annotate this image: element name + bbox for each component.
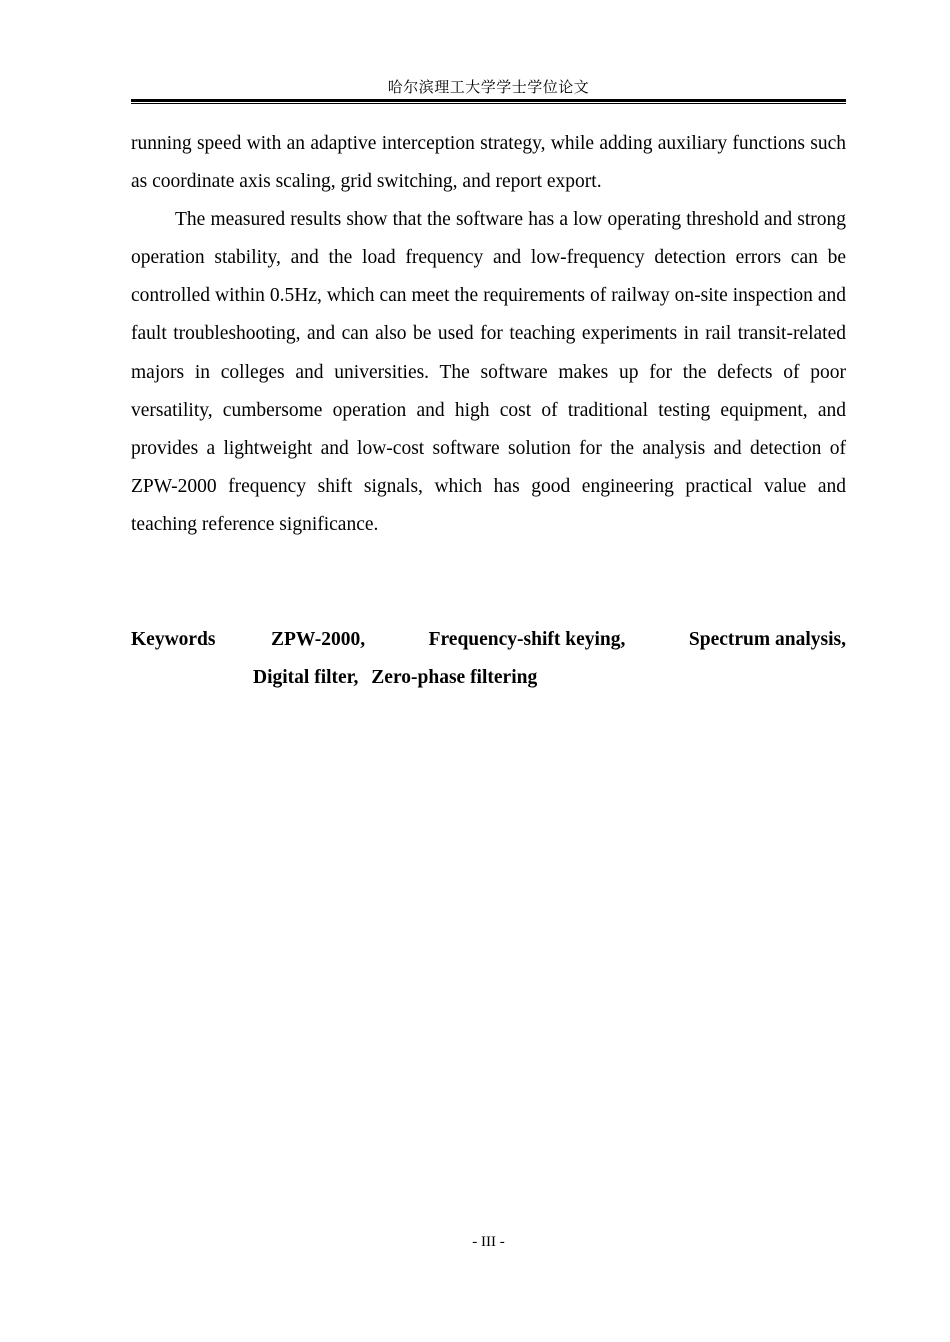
keyword-item: ZPW-2000, [271, 629, 366, 650]
keyword-item: Spectrum analysis, [688, 629, 846, 650]
page-number: - III - [472, 1234, 505, 1250]
keyword-item: Digital filter, [253, 667, 359, 689]
keywords-line-2 [253, 659, 846, 697]
paragraph-results: The measured results show that the software has a low operating threshold and strong operation stability, and the load frequency and low-frequency detection errors can be controlled within 0.5Hz, which can meet the requirements of railway on-site inspection and fault troubleshooting, and can also be used for teaching experiments in rail transit-related majors in colleges and universities. The software makes up for the defects of poor versatility, cumbersome operation and high cost of traditional testing equipment, and provides a lightweight and low-cost software solution for the analysis and detection of ZPW-2000 frequency shift signals, which has good engineering practical value and teaching reference significance. [131, 209, 846, 535]
keyword-item: Frequency-shift keying, [428, 629, 626, 650]
keywords-line-1 [253, 621, 846, 659]
abstract-body [131, 125, 846, 544]
keywords-label: Keywords [131, 629, 216, 650]
keyword-item: Zero-phase filtering [371, 667, 538, 689]
paragraph-continued: running speed with an adaptive interception strategy, while adding auxiliary functions such as coordinate axis scaling, grid switching, and report export. [131, 133, 846, 193]
header-rule-thick [131, 99, 846, 102]
page-header: 哈尔滨理工大学学士学位论文 [387, 80, 590, 96]
keywords-list [253, 621, 846, 697]
header-rule-thin [131, 103, 846, 104]
